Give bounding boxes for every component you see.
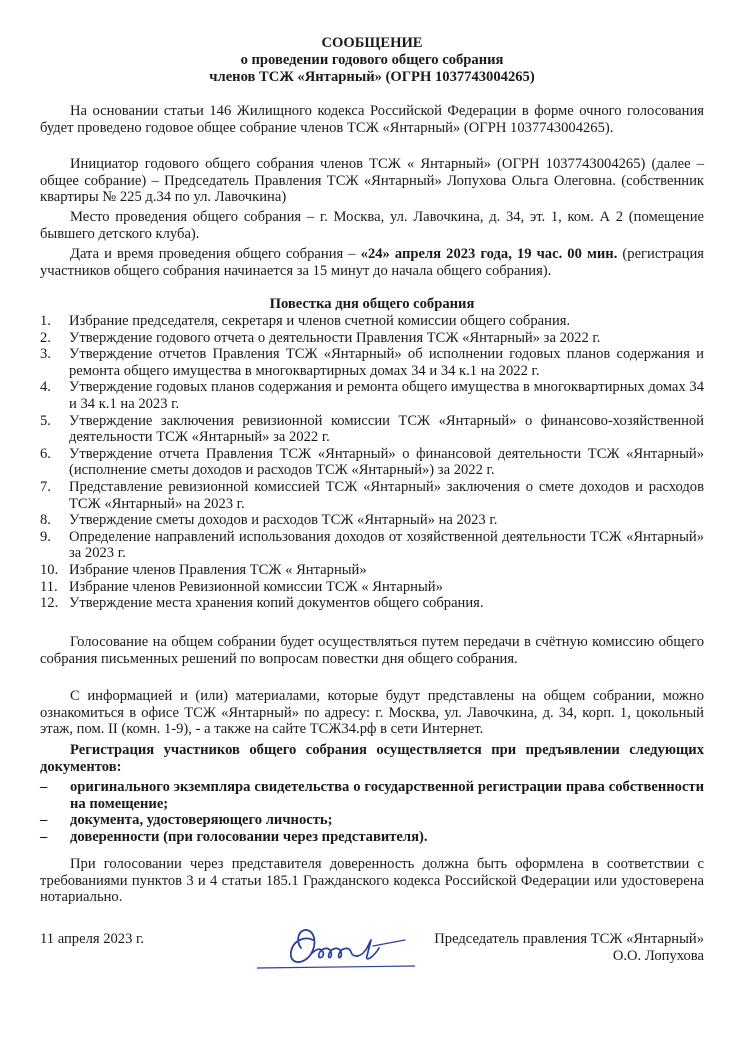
required-document-item (40, 812, 704, 829)
meeting-datetime: «24» апреля 2023 года, 19 час. 00 мин. (360, 246, 618, 262)
agenda-item (40, 379, 704, 412)
agenda-item-text: Избрание членов Правления ТСЖ « Янтарный» (69, 561, 367, 578)
document-title: СООБЩЕНИЕ (321, 35, 423, 51)
agenda-item-text: Избрание членов Ревизионной комиссии ТСЖ « Янтарный» (69, 578, 443, 595)
required-document-item (40, 829, 704, 846)
agenda-item-number: 5. (40, 412, 51, 429)
agenda-item-text: Утверждение отчета Правления ТСЖ «Янтарный» о финансовой деятельности ТСЖ «Янтарный» (исполнение сметы доходов и расходов ТСЖ «Янтарный») за 2022 г. (69, 445, 704, 479)
signatory-name: О.О. Лопухова (612, 947, 704, 964)
agenda-item-number: 12. (40, 595, 59, 612)
agenda-item-number: 7. (40, 478, 51, 495)
agenda-item-text: Утверждение заключения ревизионной комиссии ТСЖ «Янтарный» о финансово-хозяйственной деятельности ТСЖ «Янтарный» за 2022 г. (69, 412, 704, 446)
agenda-item (40, 346, 704, 379)
voting-paragraph: Голосование на общем собрании будет осуществляться путем передачи в счётную комиссию общего собрания письменных решений по вопросам повестки дня общего собрания. (40, 634, 704, 667)
agenda-item-number: 2. (40, 329, 51, 346)
agenda-heading: Повестка дня общего собрания (269, 296, 475, 312)
agenda-item (40, 579, 704, 596)
agenda-item-text: Представление ревизионной комиссией ТСЖ «Янтарный» заключения о смете доходов и расходов ТСЖ «Янтарный» на 2023 г. (69, 478, 704, 512)
agenda-item-text: Утверждение отчетов Правления ТСЖ «Янтарный» об исполнении годовых планов содержания и ремонта общего имущества в многоквартирных домах 34 и 34 к.1 на 2022 г. (69, 346, 704, 379)
agenda-item-text: Утверждение сметы доходов и расходов ТСЖ «Янтарный» на 2023 г. (69, 512, 498, 529)
agenda-item (40, 446, 704, 479)
required-document-text: оригинального экземпляра свидетельства о государственной регистрации права собственности на помещение; (70, 779, 704, 812)
intro-datetime-paragraph (40, 246, 704, 279)
agenda-item (40, 330, 704, 347)
intro-venue-paragraph: Место проведения общего собрания – г. Москва, ул. Лавочкина, д. 34, эт. 1, ком. А 2 (помещение бывшего детского клуба). (40, 209, 704, 242)
signatory-position: Председатель правления ТСЖ «Янтарный» (434, 931, 704, 947)
document-subtitle: о проведении годового общего собрания (240, 52, 504, 68)
intro-initiator-paragraph: Инициатор годового общего собрания членов ТСЖ « Янтарный» (ОГРН 1037743004265) (далее – общее собрание) – Председатель Правления ТСЖ «Янтарный» Лопухова Ольга Олеговна. (собственник квартиры № 225 д.34 по ул. Лавочкина) (40, 156, 704, 206)
agenda-item-text: Определение направлений использования доходов от хозяйственной деятельности ТСЖ «Янтарный» за 2023 г. (69, 528, 704, 562)
signature-image (255, 918, 425, 978)
agenda-item (40, 413, 704, 446)
list-dash: – (40, 779, 48, 795)
agenda-item-number: 10. (40, 561, 59, 578)
list-dash: – (40, 812, 48, 829)
agenda-item (40, 595, 704, 612)
required-documents-list (40, 779, 704, 845)
agenda-item-text: Избрание председателя, секретаря и членов счетной комиссии общего собрания. (69, 313, 571, 329)
agenda-item-number: 11. (40, 578, 58, 595)
agenda-item-text: Утверждение годового отчета о деятельности Правления ТСЖ «Янтарный» за 2022 г. (69, 329, 601, 346)
agenda-item (40, 479, 704, 512)
document-subtitle-organization: членов ТСЖ «Янтарный» (ОГРН 1037743004265) (209, 69, 535, 85)
required-document-text: документа, удостоверяющего личность; (70, 812, 333, 829)
agenda-item-number: 8. (40, 512, 51, 529)
agenda-item-number: 4. (40, 379, 51, 396)
agenda-item (40, 512, 704, 529)
signatory-block (434, 931, 704, 964)
agenda-item-number: 1. (40, 313, 51, 329)
agenda-item-number: 3. (40, 346, 51, 363)
materials-paragraph: С информацией и (или) материалами, которые будут представлены на общем собрании, можно ознакомиться в офисе ТСЖ «Янтарный» по адресу: г. Москва, ул. Лавочкина, д. 34, корп. 1, цокольный этаж, пом. II (комн. 1-9), - а также на сайте ТСЖ34.рф в сети Интернет. (40, 688, 704, 738)
required-document-item (40, 779, 704, 812)
intro-basis-paragraph: На основании статьи 146 Жилищного кодекса Российской Федерации в форме очного голосования будет проведено годовое общее собрание членов ТСЖ «Янтарный» (ОГРН 1037743004265). (40, 103, 704, 136)
registration-heading: Регистрация участников общего собрания осуществляется при предъявлении следующих документов: (40, 742, 704, 775)
agenda-item-number: 9. (40, 528, 51, 545)
list-dash: – (40, 828, 48, 845)
agenda-item-text: Утверждение места хранения копий документов общего собрания. (69, 595, 484, 612)
agenda-item (40, 313, 704, 330)
signing-date: 11 апреля 2023 г. (40, 931, 145, 947)
agenda-item (40, 562, 704, 579)
proxy-note-paragraph: При голосовании через представителя доверенность должна быть оформлена в соответствии с требованиями пунктов 3 и 4 статьи 185.1 Гражданского кодекса Российской Федерации или удостоверена нотариально. (40, 856, 704, 906)
agenda-item-text: Утверждение годовых планов содержания и ремонта общего имущества в многоквартирных домах 34 и 34 к.1 на 2023 г. (69, 379, 704, 412)
datetime-prefix: Дата и время проведения общего собрания – (70, 246, 361, 262)
datetime-suffix: (регистрация участников общего собрания начинается за 15 минут до начала общего собрания). (40, 246, 704, 279)
agenda-item-number: 6. (40, 445, 51, 462)
required-document-text: доверенности (при голосовании через представителя). (70, 828, 428, 845)
agenda-item (40, 529, 704, 562)
agenda-list (40, 313, 704, 612)
